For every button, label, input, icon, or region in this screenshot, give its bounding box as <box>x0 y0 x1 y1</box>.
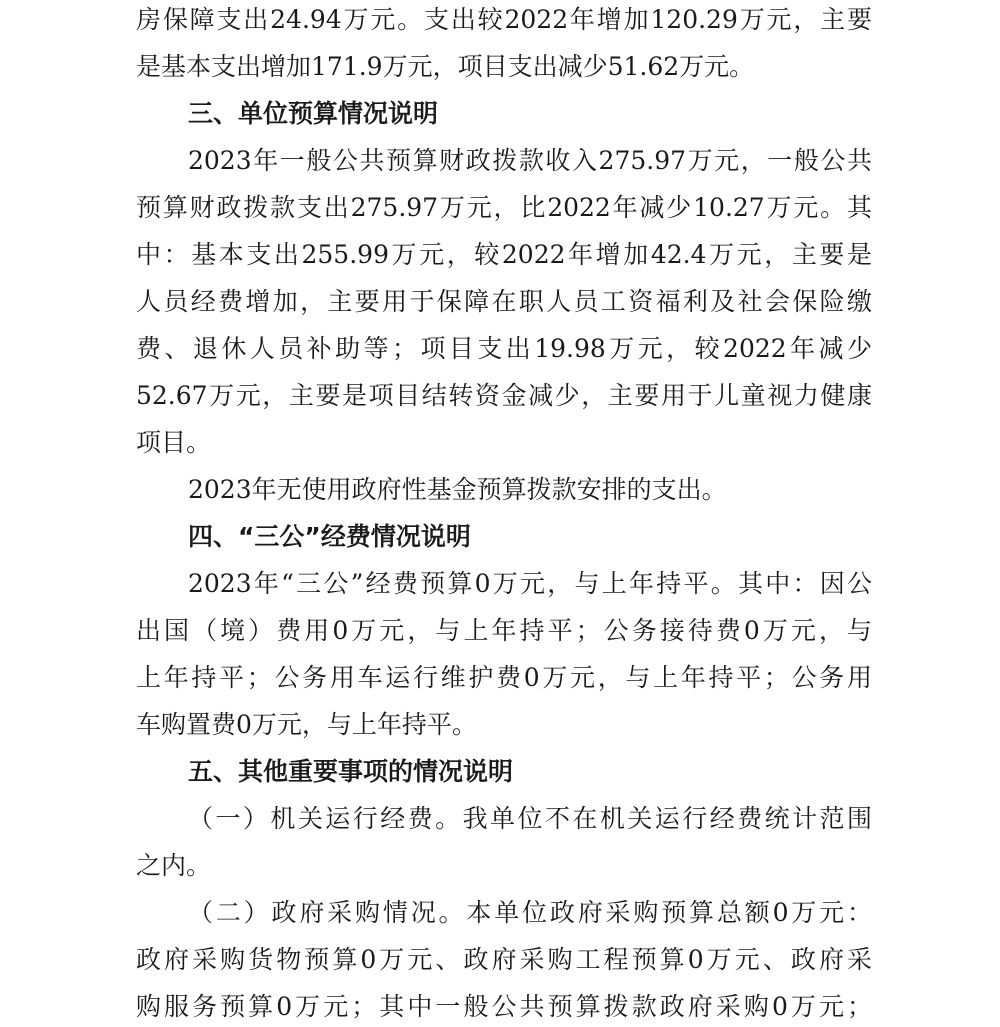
body-text-line: 费、退休人员补助等；项目支出19.98万元，较2022年减少 <box>136 334 872 363</box>
body-text-line: 政府采购货物预算0万元、政府采购工程预算0万元、政府采 <box>136 945 872 974</box>
body-text-line: 中：基本支出255.99万元，较2022年增加42.4万元，主要是 <box>136 240 872 269</box>
body-text-line: 人员经费增加，主要用于保障在职人员工资福利及社会保险缴 <box>136 287 872 316</box>
body-text-line: 房保障支出24.94万元。支出较2022年增加120.29万元，主要 <box>136 5 872 34</box>
body-text-line: 2023年“三公”经费预算0万元，与上年持平。其中：因公 <box>188 569 872 598</box>
body-text-line: 2023年一般公共预算财政拨款收入275.97万元，一般公共 <box>188 146 872 175</box>
section-heading-4: 四、“三公”经费情况说明 <box>188 522 471 551</box>
body-text-line: （一）机关运行经费。我单位不在机关运行经费统计范围 <box>188 804 872 833</box>
body-text-line: 车购置费0万元，与上年持平。 <box>136 710 477 739</box>
body-text-line: 购服务预算0万元；其中一般公共预算拨款政府采购0万元； <box>136 992 872 1021</box>
body-text-line: （二）政府采购情况。本单位政府采购预算总额0万元： <box>188 898 872 927</box>
body-text-line: 出国（境）费用0万元，与上年持平；公务接待费0万元，与 <box>136 616 872 645</box>
document-page <box>136 0 872 1027</box>
section-heading-3: 三、单位预算情况说明 <box>188 99 439 128</box>
body-text-line: 项目。 <box>136 428 212 457</box>
body-text-line: 之内。 <box>136 851 212 880</box>
body-text-line: 是基本支出增加171.9万元，项目支出减少51.62万元。 <box>136 52 755 81</box>
body-text-line: 预算财政拨款支出275.97万元，比2022年减少10.27万元。其 <box>136 193 872 222</box>
section-heading-5: 五、其他重要事项的情况说明 <box>188 757 514 786</box>
body-text-line: 52.67万元，主要是项目结转资金减少，主要用于儿童视力健康 <box>136 381 872 410</box>
body-text-line: 2023年无使用政府性基金预算拨款安排的支出。 <box>188 475 727 504</box>
body-text-line: 上年持平；公务用车运行维护费0万元，与上年持平；公务用 <box>136 663 872 692</box>
